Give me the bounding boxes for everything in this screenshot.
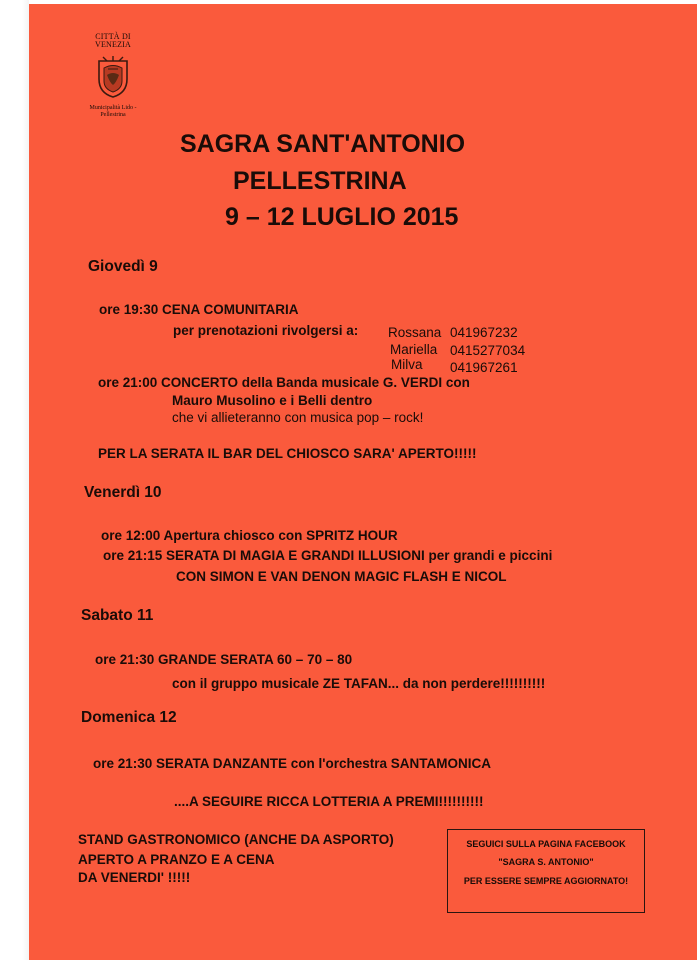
event-concert: ore 21:00 CONCERTO della Banda musicale G. VERDI con — [98, 375, 470, 390]
event-spritz-hour: ore 12:00 Apertura chiosco con SPRITZ HOUR — [101, 528, 398, 543]
event-band-ze-tafan: con il gruppo musicale ZE TAFAN... da non perdere!!!!!!!!!! — [172, 676, 546, 691]
event-magic-show: ore 21:15 SERATA DI MAGIA E GRANDI ILLUSIONI per grandi e piccini — [103, 548, 553, 563]
crest-town-label: CITTÀ DI VENEZIA — [94, 32, 132, 49]
facebook-page-name: "SAGRA S. ANTONIO" — [498, 857, 594, 867]
contact-name: Milva — [391, 357, 423, 372]
scan-margin — [0, 0, 29, 960]
facebook-follow-label: SEGUICI SULLA PAGINA FACEBOOK — [466, 839, 626, 849]
contact-phone: 041967232 — [450, 325, 518, 340]
contact-name: Mariella — [390, 342, 438, 357]
event-location: PELLESTRINA — [233, 167, 407, 195]
coat-of-arms-icon — [93, 55, 133, 99]
event-dates: 9 – 12 LUGLIO 2015 — [225, 203, 459, 231]
bar-open-notice: PER LA SERATA IL BAR DEL CHIOSCO SARA' APERTO!!!!! — [98, 446, 477, 461]
reservation-note: per prenotazioni rivolgersi a: — [173, 323, 359, 338]
day-heading-sunday: Domenica 12 — [81, 709, 177, 726]
event-magic-show-performers: CON SIMON E VAN DENON MAGIC FLASH E NICOL — [176, 569, 507, 584]
contact-name: Rossana — [388, 325, 442, 340]
event-community-dinner: ore 19:30 CENA COMUNITARIA — [99, 302, 299, 317]
contact-phone: 041967261 — [450, 360, 518, 375]
event-grande-serata: ore 21:30 GRANDE SERATA 60 – 70 – 80 — [95, 652, 353, 667]
food-stand-start: DA VENERDI' !!!!! — [78, 870, 191, 885]
facebook-stay-updated: PER ESSERE SEMPRE AGGIORNATO! — [463, 876, 629, 886]
crest-municipality-label: Municipalità Lido - Pellestrina — [89, 105, 137, 118]
day-heading-friday: Venerdì 10 — [84, 484, 162, 501]
event-concert-performers: Mauro Musolino e i Belli dentro — [172, 393, 373, 408]
food-stand-notice: STAND GASTRONOMICO (ANCHE DA ASPORTO) — [78, 832, 394, 847]
day-heading-saturday: Sabato 11 — [81, 607, 154, 624]
event-concert-description: che vi allieteranno con musica pop – rock! — [172, 410, 424, 425]
event-dance-night: ore 21:30 SERATA DANZANTE con l'orchestra SANTAMONICA — [93, 756, 492, 771]
lottery-notice: ....A SEGUIRE RICCA LOTTERIA A PREMI!!!!!!!!!! — [174, 794, 484, 809]
facebook-info-box — [447, 829, 645, 913]
city-crest — [82, 33, 144, 123]
day-heading-thursday: Giovedì 9 — [88, 258, 158, 275]
contact-phone: 0415277034 — [450, 343, 526, 358]
event-title: SAGRA SANT'ANTONIO — [180, 130, 466, 158]
food-stand-hours: APERTO A PRANZO E A CENA — [78, 852, 275, 867]
